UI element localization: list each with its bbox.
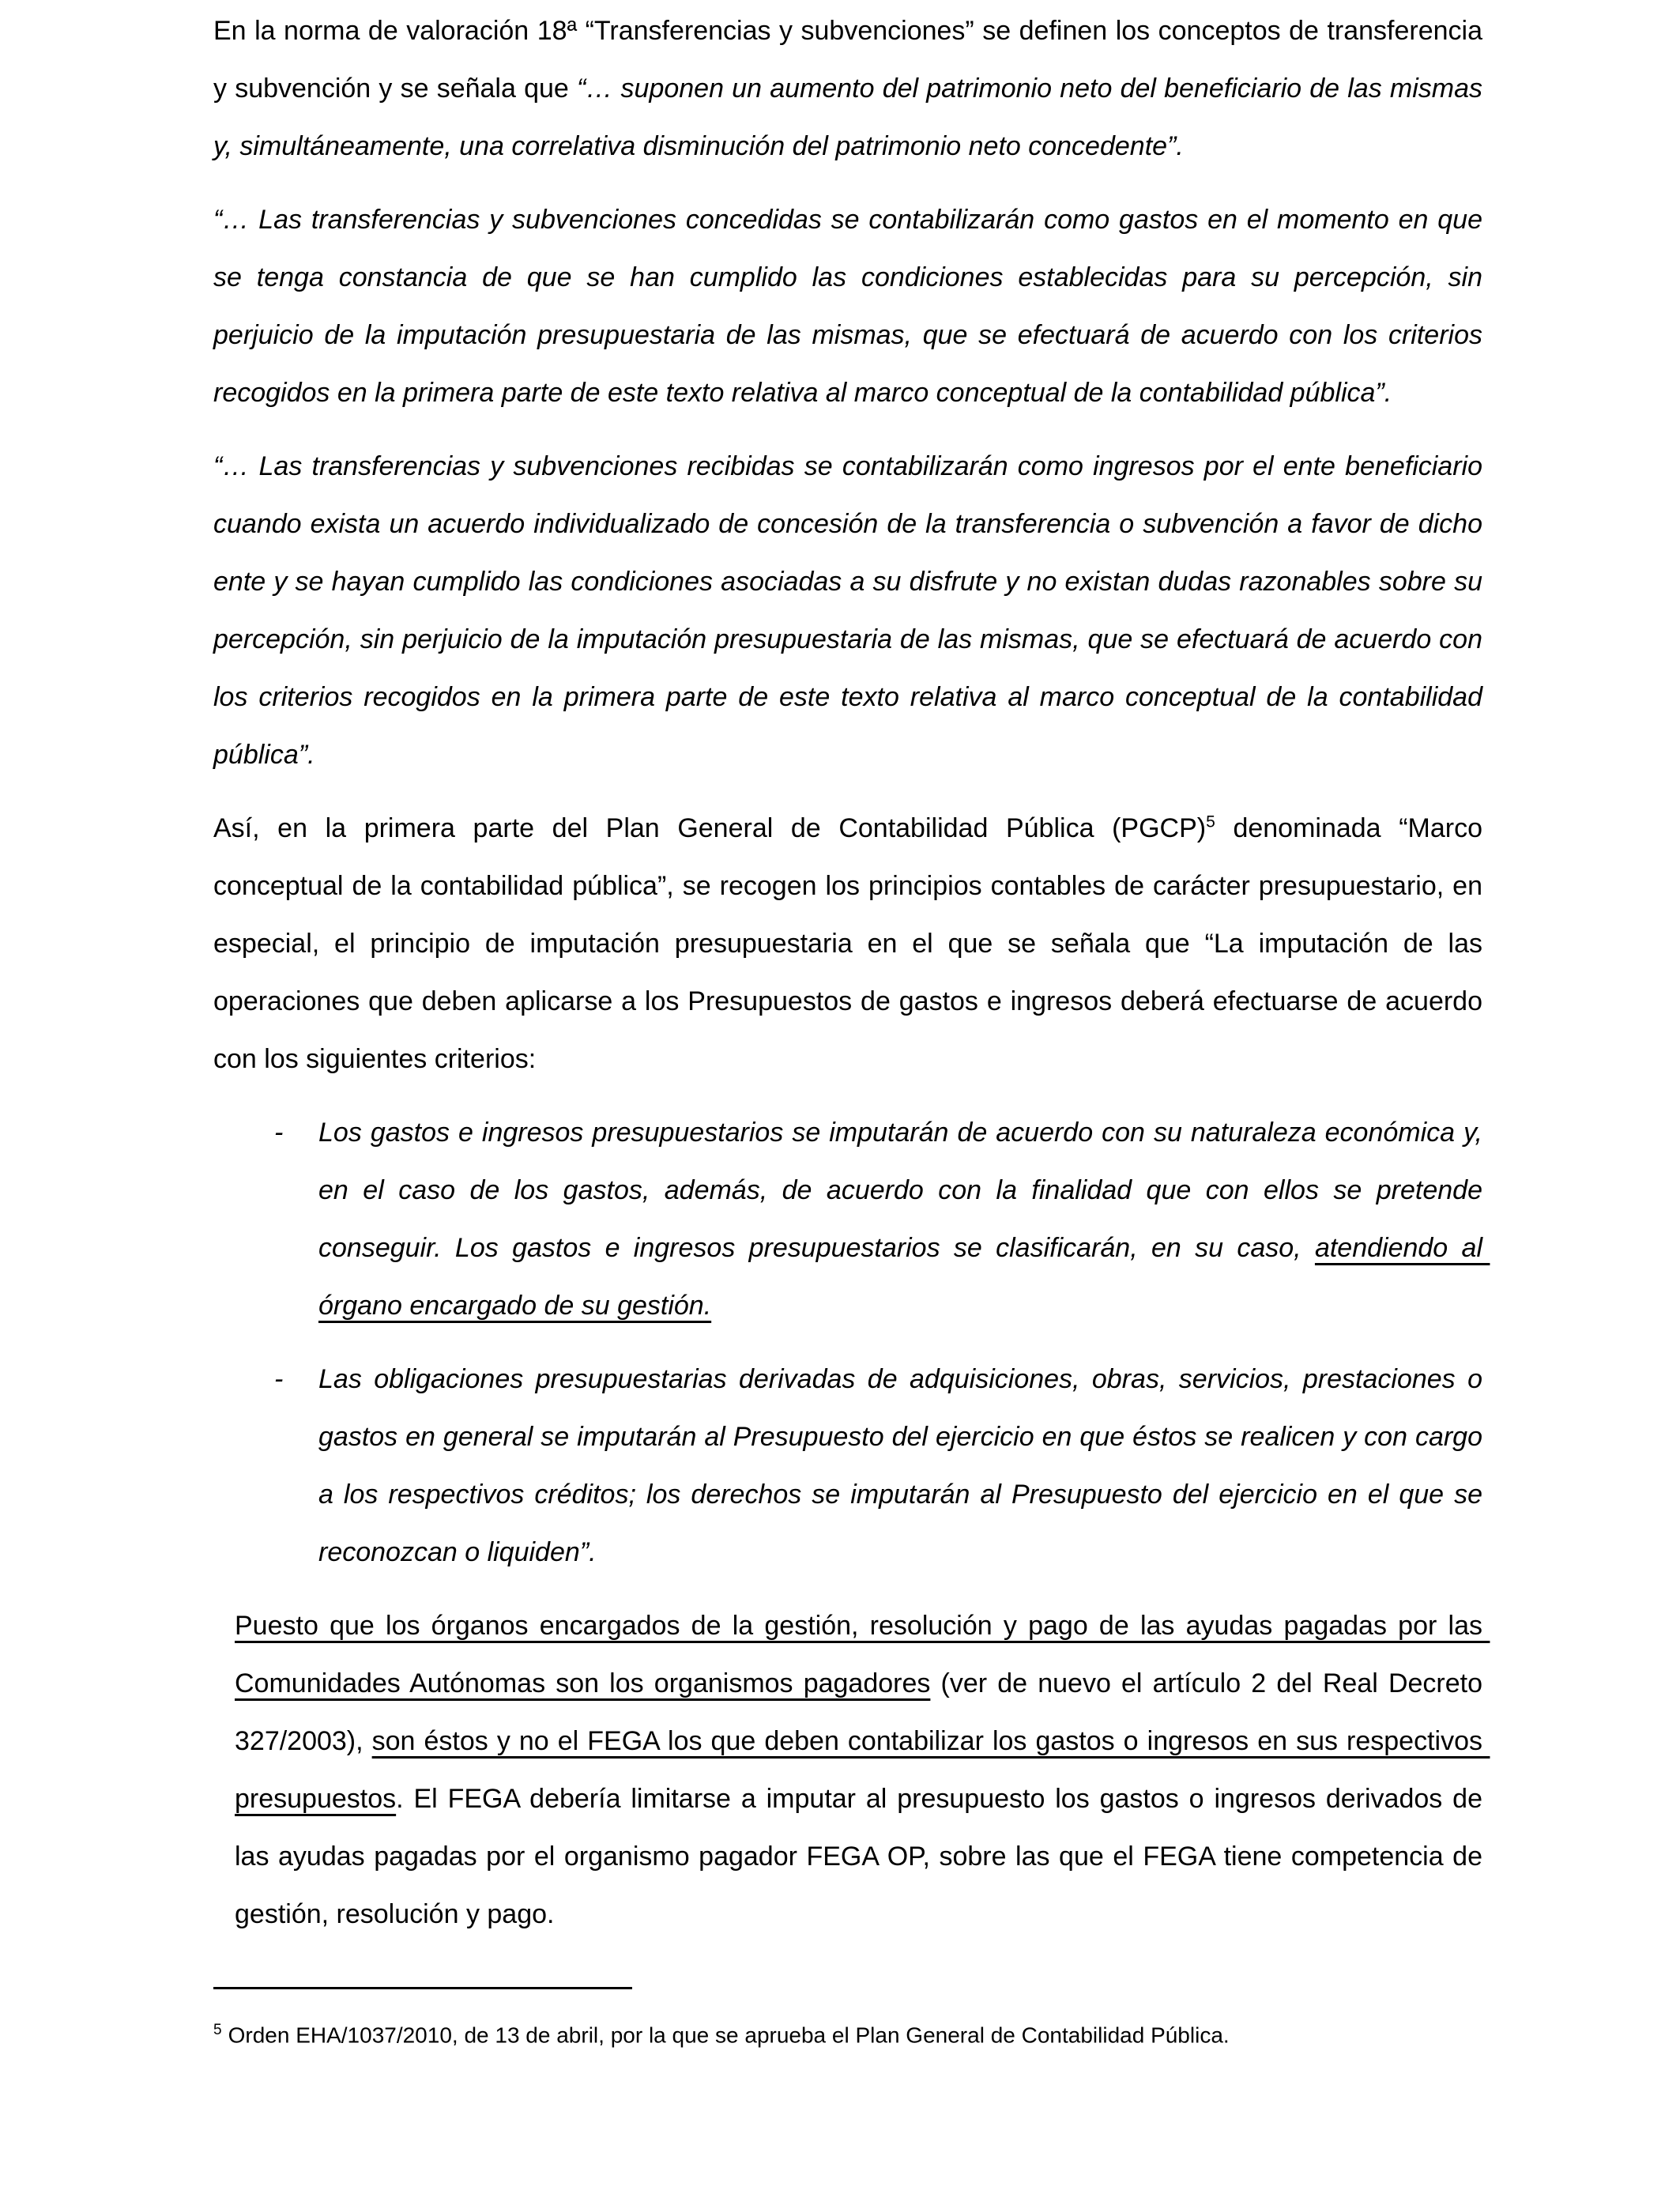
text-segment: “… Las transferencias y subvenciones recibidas se contabilizarán como ingresos por el ente beneficiario cuando exista un acuerdo individualizado de concesión de la transferencia o subvención a favor de dicho ente y se hayan cumplido las condiciones asociadas a su disfrute y no existan dudas razonables sobre su percepción, sin perjuicio de la imputación presupuestaria de las mismas, que se efectuará de acuerdo con los criterios recogidos en la primera parte de este texto relativa al marco conceptual de la contabilidad pública”.	[213, 451, 1490, 770]
text-segment: (ver de nuevo el artículo 2 del Real Decreto 327/2003),	[235, 1668, 1490, 1756]
paragraph-quote-concedidas	[213, 191, 1490, 422]
text-segment: denominada “Marco conceptual de la contabilidad pública”, se recogen los principios contables de carácter presupuestario, en especial, el principio de imputación presupuestaria en el que se señala que “La imputación de las operaciones que deben aplicarse a los Presupuestos de gastos e ingresos deberá efectuarse de acuerdo con los siguientes criterios:	[213, 813, 1490, 1074]
footnote-separator	[213, 1987, 632, 1989]
bullet-dash: -	[274, 1118, 284, 1148]
bullet-gastos-ingresos-naturaleza	[274, 1104, 1490, 1335]
footnote-marker: 5	[213, 2022, 222, 2038]
footnote-text: Orden EHA/1037/2010, de 13 de abril, por la que se aprueba el Plan General de Contabilidad Pública.	[228, 2022, 1230, 2048]
text-segment: En la norma de valoración 18ª “Transferencias y subvenciones” se definen los conceptos de transferencia y subvención y se señala que	[213, 16, 1490, 104]
footnote	[213, 2015, 1482, 2051]
paragraph-norma-valoracion	[213, 2, 1490, 175]
text-segment: Los gastos e ingresos presupuestarios se imputarán de acuerdo con su naturaleza económica y, en el caso de los gastos, además, de acuerdo con la finalidad que con ellos se pretende conseguir. Los gastos e ingresos presupuestarios se clasificarán, en su caso,	[318, 1118, 1490, 1263]
footnote-area	[0, 1985, 1680, 2051]
bullet-obligaciones-presupuestarias	[274, 1351, 1490, 1581]
paragraph-quote-recibidas	[213, 438, 1490, 784]
footnote-reference: 5	[1206, 812, 1215, 831]
paragraph-puesto-que-organos	[235, 1597, 1490, 1943]
text-segment: Puesto que los órganos encargados de la gestión, resolución y pago de las ayudas pagadas por las Comunidades Autónomas son los organismos pagadores	[235, 1611, 1490, 1698]
text-segment: Así, en la primera parte del Plan General de Contabilidad Pública (PGCP)	[213, 813, 1207, 843]
text-segment: atendiendo al órgano encargado de su gestión.	[318, 1233, 1490, 1321]
text-segment: Las obligaciones presupuestarias derivadas de adquisiciones, obras, servicios, prestaciones o gastos en general se imputarán al Presupuesto del ejercicio en que éstos se realicen y con cargo a los respectivos créditos; los derechos se imputarán al Presupuesto del ejercicio en el que se reconozcan o liquiden”.	[318, 1364, 1490, 1567]
bullet-dash: -	[274, 1364, 284, 1394]
text-segment: “… Las transferencias y subvenciones concedidas se contabilizarán como gastos en el momento en que se tenga constancia de que se han cumplido las condiciones establecidas para su percepción, sin perjuicio de la imputación presupuestaria de las mismas, que se efectuará de acuerdo con los criterios recogidos en la primera parte de este texto relativa al marco conceptual de la contabilidad pública”.	[213, 205, 1490, 408]
text-segment: son éstos y no el FEGA los que deben contabilizar los gastos o ingresos en sus respectivos presupuestos	[235, 1726, 1490, 1814]
text-segment: “… suponen un aumento del patrimonio neto del beneficiario de las mismas y, simultáneamente, una correlativa disminución del patrimonio neto concedente”.	[213, 74, 1490, 161]
text-segment: . El FEGA debería limitarse a imputar al presupuesto los gastos o ingresos derivados de las ayudas pagadas por el organismo pagador FEGA OP, sobre las que el FEGA tiene competencia de gestión, resolución y pago.	[235, 1784, 1490, 1929]
paragraph-pgcp-marco-conceptual	[213, 800, 1490, 1088]
